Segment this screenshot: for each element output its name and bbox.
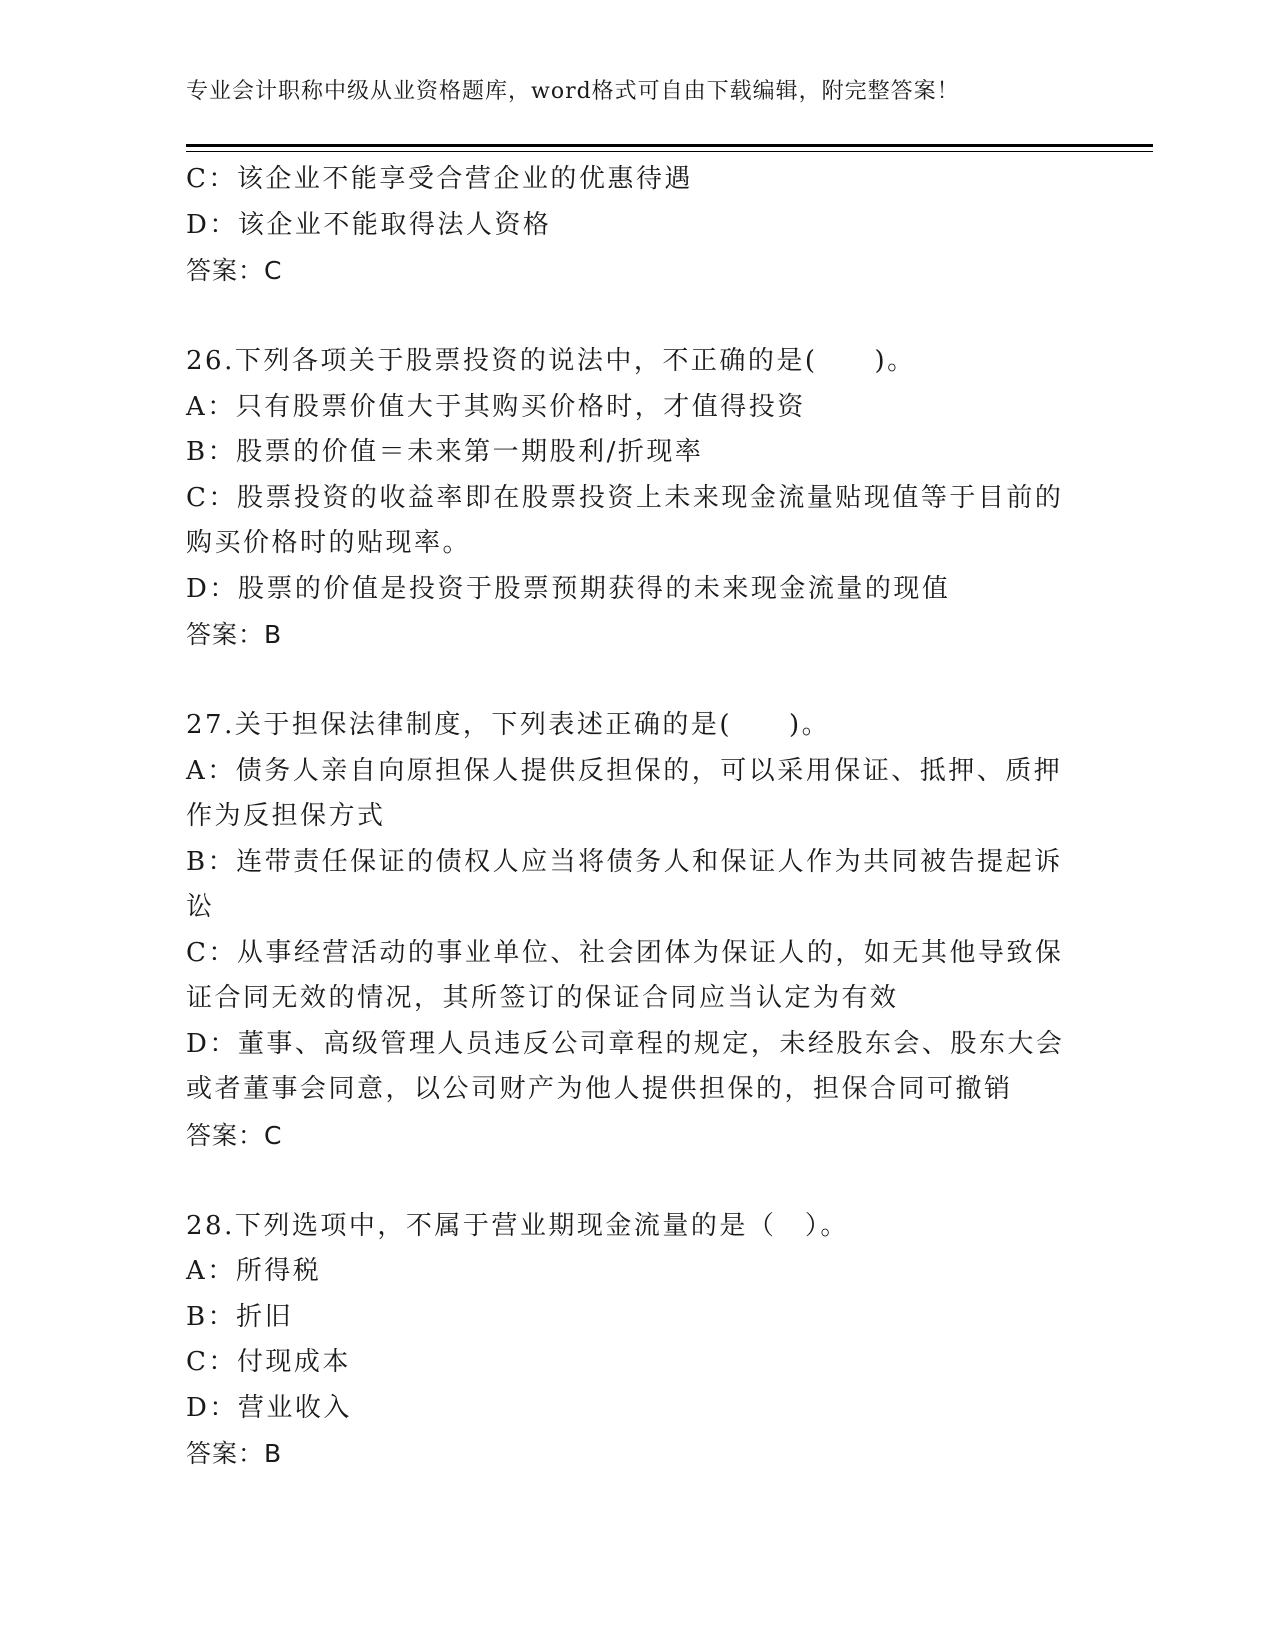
answer: 答案：B <box>186 1439 283 1468</box>
page-header: 专业会计职称中级从业资格题库，word格式可自由下载编辑，附完整答案！ <box>186 79 960 104</box>
option-a: A：只有股票价值大于其购买价格时，才值得投资 <box>186 391 806 422</box>
answer: 答案：C <box>186 256 283 285</box>
option-a-continued: 作为反担保方式 <box>186 801 386 831</box>
answer: 答案：B <box>186 620 283 649</box>
option-c: C：该企业不能享受合营企业的优惠待遇 <box>186 164 693 194</box>
option-b: B：连带责任保证的债权人应当将债务人和保证人作为共同被告提起诉 <box>186 846 1063 877</box>
option-d: D：股票的价值是投资于股票预期获得的未来现金流量的现值 <box>186 573 951 604</box>
question-stem: 28.下列选项中，不属于营业期现金流量的是（ ）。 <box>186 1210 849 1241</box>
option-d-continued: 或者董事会同意，以公司财产为他人提供担保的，担保合同可撤销 <box>186 1074 1013 1104</box>
option-b-continued: 讼 <box>186 892 215 922</box>
option-a: A：债务人亲自向原担保人提供反担保的，可以采用保证、抵押、质押 <box>186 755 1063 786</box>
option-d: D：该企业不能取得法人资格 <box>186 209 552 240</box>
option-d: D：董事、高级管理人员违反公司章程的规定，未经股东会、股东大会 <box>186 1028 1065 1059</box>
option-c: C：股票投资的收益率即在股票投资上未来现金流量贴现值等于目前的 <box>186 482 1064 513</box>
option-c: C：从事经营活动的事业单位、社会团体为保证人的，如无其他导致保 <box>186 937 1064 968</box>
option-c-continued: 购买价格时的贴现率。 <box>186 528 472 558</box>
answer: 答案：C <box>186 1120 283 1150</box>
option-b: B：折旧 <box>186 1301 294 1332</box>
question-26 <box>186 339 1086 658</box>
option-c-continued: 证合同无效的情况，其所签订的保证合同应当认定为有效 <box>186 983 899 1013</box>
question-27 <box>186 703 1086 1158</box>
question-stem: 26.下列各项关于股票投资的说法中，不正确的是( )。 <box>186 346 916 376</box>
spacer <box>186 294 1086 340</box>
option-b: B：股票的价值＝未来第一期股利/折现率 <box>186 437 704 467</box>
option-c: C：付现成本 <box>186 1347 351 1377</box>
option-d: D：营业收入 <box>186 1392 352 1423</box>
spacer <box>186 1158 1086 1204</box>
document-body <box>186 157 1086 1477</box>
header-rule-thick <box>186 144 1153 147</box>
option-a: A：所得税 <box>186 1256 322 1286</box>
question-25-continued <box>186 157 1086 294</box>
question-28 <box>186 1204 1086 1477</box>
question-stem: 27.关于担保法律制度，下列表述正确的是( )。 <box>186 710 831 740</box>
header-rule-thin <box>186 151 1153 152</box>
spacer <box>186 658 1086 704</box>
